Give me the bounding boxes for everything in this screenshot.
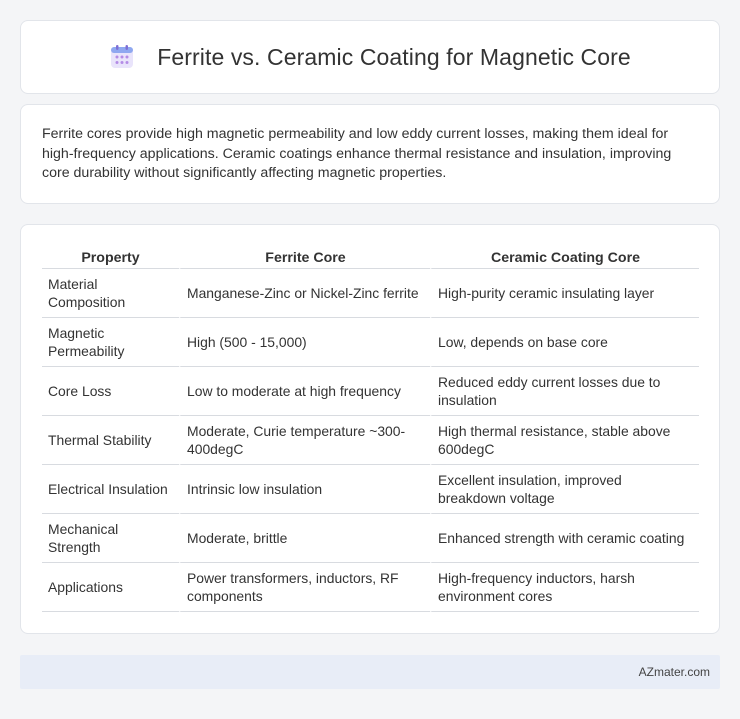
ceramic-cell: Low, depends on base core <box>430 318 699 367</box>
ceramic-cell: High-purity ceramic insulating layer <box>430 269 699 318</box>
table-header-row <box>42 245 699 269</box>
title-card <box>20 20 720 94</box>
footer <box>20 655 720 689</box>
ceramic-cell: Excellent insulation, improved breakdown voltage <box>430 465 699 514</box>
header-property: Property <box>42 245 179 269</box>
table-row <box>42 269 699 318</box>
intro-text: Ferrite cores provide high magnetic permeability and low eddy current losses, making them ideal for high-frequency applications. Ceramic coatings enhance thermal resistance and insulation, improving core durability without significantly affecting magnetic properties. <box>42 126 672 181</box>
ferrite-cell: Intrinsic low insulation <box>179 465 430 514</box>
ceramic-cell: High thermal resistance, stable above 600degC <box>430 416 699 465</box>
footer-brand[interactable]: AZmater.com <box>638 665 710 679</box>
table-row <box>42 563 699 612</box>
calendar-icon <box>109 44 135 70</box>
ferrite-cell: Manganese-Zinc or Nickel-Zinc ferrite <box>179 269 430 318</box>
property-cell: Magnetic Permeability <box>42 318 179 367</box>
table-row <box>42 416 699 465</box>
property-cell: Material Composition <box>42 269 179 318</box>
comparison-table <box>42 245 699 612</box>
table-row <box>42 514 699 563</box>
table-row <box>42 465 699 514</box>
header-ferrite-core: Ferrite Core <box>179 245 430 269</box>
intro-card <box>20 104 720 204</box>
property-cell: Thermal Stability <box>42 416 179 465</box>
ceramic-cell: Reduced eddy current losses due to insulation <box>430 367 699 416</box>
page-title: Ferrite vs. Ceramic Coating for Magnetic Core <box>157 43 631 70</box>
ferrite-cell: Moderate, Curie temperature ~300-400degC <box>179 416 430 465</box>
property-cell: Electrical Insulation <box>42 465 179 514</box>
ferrite-cell: Moderate, brittle <box>179 514 430 563</box>
table-row <box>42 367 699 416</box>
comparison-card <box>20 224 720 634</box>
ferrite-cell: Power transformers, inductors, RF components <box>179 563 430 612</box>
property-cell: Core Loss <box>42 367 179 416</box>
header-ceramic-coating-core: Ceramic Coating Core <box>430 245 699 269</box>
ceramic-cell: High-frequency inductors, harsh environment cores <box>430 563 699 612</box>
property-cell: Mechanical Strength <box>42 514 179 563</box>
ferrite-cell: Low to moderate at high frequency <box>179 367 430 416</box>
ceramic-cell: Enhanced strength with ceramic coating <box>430 514 699 563</box>
ferrite-cell: High (500 - 15,000) <box>179 318 430 367</box>
property-cell: Applications <box>42 563 179 612</box>
table-row <box>42 318 699 367</box>
